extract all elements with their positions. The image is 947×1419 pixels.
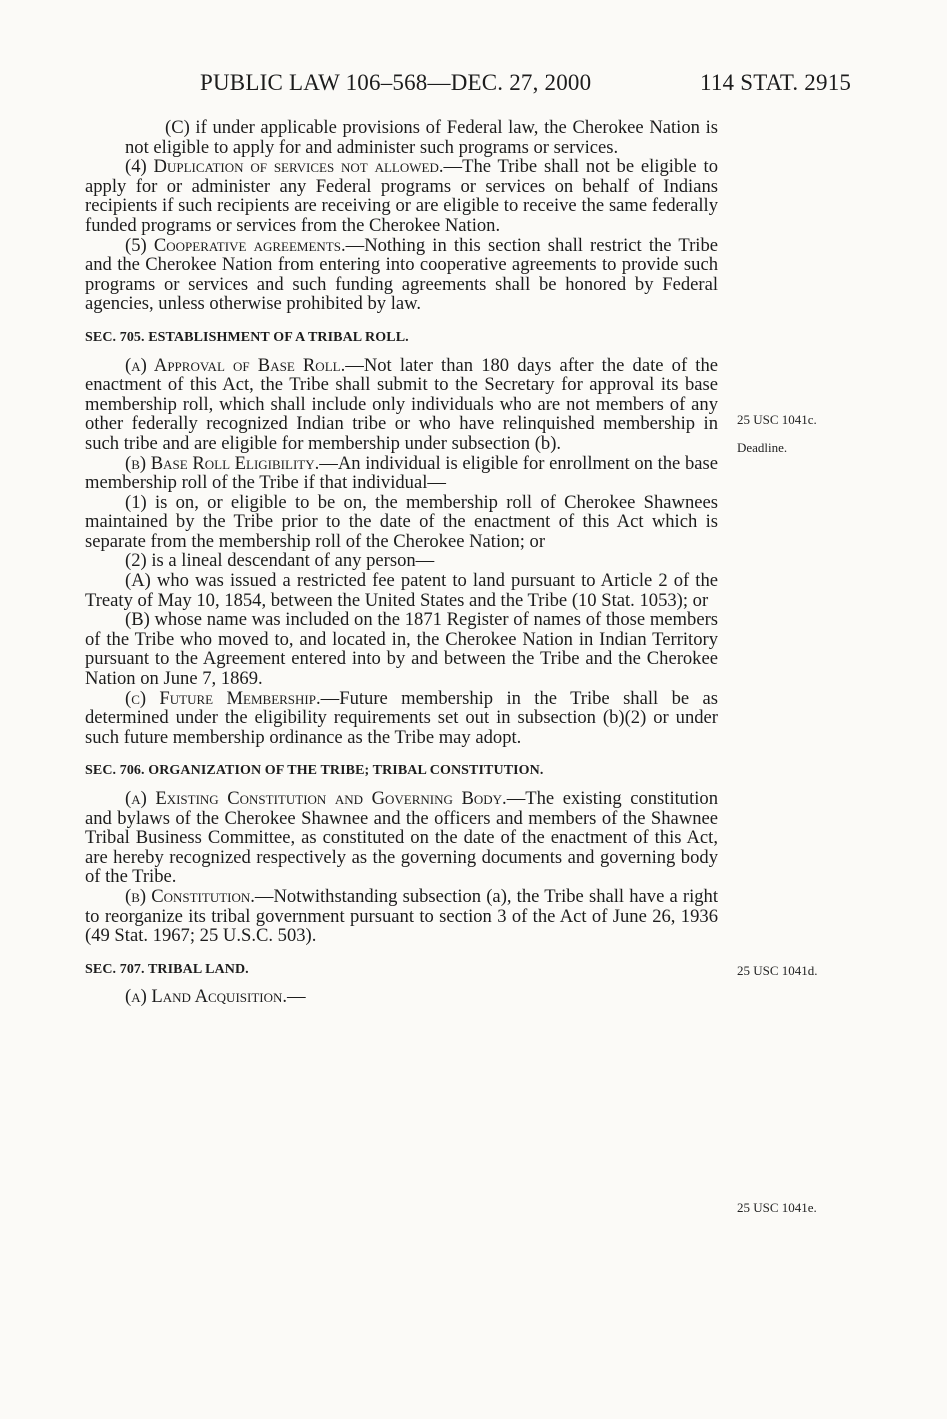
sec707-a [85, 987, 718, 1007]
header-stat-page: 114 STAT. 2915 [700, 70, 852, 95]
sec706-a-heading: (a) Existing Constitution and Governing Body. [125, 788, 507, 809]
sec705-c [85, 689, 718, 748]
sec706-a-text: —The existing constitution and bylaws of the Cherokee Shawnee and the officers and members of the Shawnee Tribal Business Committee, as constituted on the date of the enactment of this Act, are hereby recognized respectively as the governing documents and governing body of the Tribe. [85, 788, 718, 888]
sec707-a-text: — [287, 986, 306, 1008]
section-707-heading: SEC. 707. TRIBAL LAND. [85, 961, 249, 977]
sec706-b-heading: (b) Constitution. [125, 885, 255, 907]
margin-citation-705: 25 USC 1041c. [737, 412, 817, 427]
para-5-text: —Nothing in this section shall restrict the Tribe and the Cherokee Nation from entering into cooperative agreements to provide such programs or services and such funding agreements shall be honored by Federal agencies, unless otherwise prohibited by law. [85, 234, 718, 315]
sec705-a [85, 356, 718, 454]
sec705-b-1: (1) is on, or eligible to be on, the membership roll of Cherokee Shawnees maintained by the Tribe prior to the date of the enactment of this Act which is separate from the membership roll of the Cherokee Nation; or [85, 491, 718, 552]
sec705-b-2-A: (A) who was issued a restricted fee patent to land pursuant to Article 2 of the Treaty of May 10, 1854, between the United States and the Tribe (10 Stat. 1053); or [85, 570, 718, 611]
running-header [0, 70, 947, 100]
sec705-b-2: (2) is a lineal descendant of any person— [125, 550, 435, 572]
sec705-b-heading: (b) Base Roll Eligibility. [125, 452, 320, 474]
sec705-c-heading: (c) Future Membership. [125, 687, 321, 709]
sec707-a-heading: (a) Land Acquisition. [125, 986, 288, 1008]
sec706-a [85, 789, 718, 887]
sec706-b-text: —Notwithstanding subsection (a), the Tribe shall have a right to reorganize its tribal government pursuant to section 3 of the Act of June 26, 1936 (49 Stat. 1967; 25 U.S.C. 503). [85, 885, 718, 947]
section-706-heading: SEC. 706. ORGANIZATION OF THE TRIBE; TRIBAL CONSTITUTION. [85, 763, 544, 779]
para-c: (C) if under applicable provisions of Federal law, the Cherokee Nation is not eligible to apply for and administer such programs or services. [125, 117, 718, 158]
para-4-heading: (4) Duplication of services not allowed. [125, 156, 444, 178]
margin-note-deadline: Deadline. [737, 440, 788, 455]
para-4-text: —The Tribe shall not be eligible to apply for or administer any Federal programs or services on behalf of Indians recipients if such recipients are receiving or are eligible to receive the same federally funded programs or services from the Cherokee Nation. [85, 156, 718, 236]
para-4 [85, 157, 718, 235]
law-text-body [85, 118, 718, 1007]
sec705-b-2-B: (B) whose name was included on the 1871 Register of names of those members of the Tribe who moved to, and located in, the Cherokee Nation in Indian Territory pursuant to the Agreement entered into by and between the Tribe and the Cherokee Nation on June 7, 1869. [85, 609, 718, 690]
sec705-b-text: —An individual is eligible for enrollment on the base membership roll of the Tribe if that individual— [85, 452, 718, 494]
header-title: PUBLIC LAW 106–568—DEC. 27, 2000 [200, 70, 592, 95]
margin-citation-706: 25 USC 1041d. [737, 963, 818, 978]
para-5-heading: (5) Cooperative agreements. [125, 234, 346, 256]
sec705-a-text: —Not later than 180 days after the date of the enactment of this Act, the Tribe shall submit to the Secretary for approval its base membership roll, which shall include only individuals who are not members of any other federally recognized Indian tribe or who have relinquished membership in such tribe and are eligible for membership under subsection (b). [85, 354, 719, 454]
section-705-heading: SEC. 705. ESTABLISHMENT OF A TRIBAL ROLL. [85, 329, 409, 345]
sec706-b [85, 887, 718, 946]
para-5 [85, 236, 718, 314]
margin-citation-707: 25 USC 1041e. [737, 1200, 817, 1215]
sec705-a-heading: (a) Approval of Base Roll. [125, 354, 346, 376]
sec705-c-text: —Future membership in the Tribe shall be as determined under the eligibility requirements set out in subsection (b)(2) or under such future membership ordinance as the Tribe may adopt. [85, 687, 718, 748]
sec705-b [85, 454, 718, 493]
